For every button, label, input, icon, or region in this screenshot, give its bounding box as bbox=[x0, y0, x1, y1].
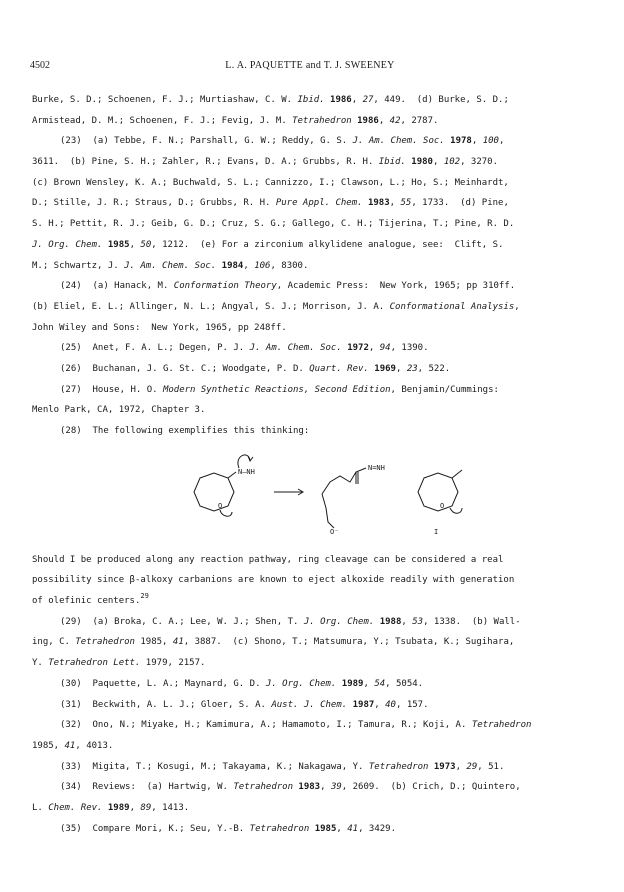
reference-line: D.; Stille, J. R.; Straus, D.; Grubbs, R. H. Pure Appl. Chem. 1983, 55, 1733. (d) Pine, bbox=[32, 198, 509, 209]
reference-line: Armistead, D. M.; Schoenen, F. J.; Fevig, J. M. Tetrahedron 1986, 42, 2787. bbox=[32, 115, 439, 126]
curved-arrow-icon bbox=[450, 508, 462, 513]
atom-label: N=NH bbox=[368, 463, 385, 472]
reference-line: J. Org. Chem. 1985, 50, 1212. (e) For a zirconium alkylidene analogue, see: Clift, S. bbox=[32, 239, 504, 250]
running-authors: L. A. PAQUETTE and T. J. SWEENEY bbox=[225, 60, 395, 71]
reference-24: (24) (a) Hanack, M. Conformation Theory, Academic Press: New York, 1965; pp 310ff. bbox=[60, 281, 516, 292]
compound-label: I bbox=[434, 527, 439, 536]
atom-label: N–NH bbox=[238, 467, 255, 476]
running-header bbox=[30, 60, 590, 74]
reference-line: Burke, S. D.; Schoenen, F. J.; Murtiashaw, C. W. Ibid. 1986, 27, 449. (d) Burke, S. D.; bbox=[32, 95, 509, 105]
reference-25: (25) Anet, F. A. L.; Degen, P. J. J. Am. Chem. Soc. 1972, 94, 1390. bbox=[60, 343, 429, 354]
reference-32: (32) Ono, N.; Miyake, H.; Kamimura, A.; Hamamoto, I.; Tamura, R.; Koji, A. Tetrahedron bbox=[60, 720, 532, 731]
reaction-scheme-drawing bbox=[162, 442, 492, 550]
atom-label: O bbox=[440, 501, 445, 510]
reference-33: (33) Migita, T.; Kosugi, M.; Takayama, K.; Nakagawa, Y. Tetrahedron 1973, 29, 51. bbox=[60, 761, 505, 772]
reference-31: (31) Beckwith, A. L. J.; Gloer, S. A. Aust. J. Chem. 1987, 40, 157. bbox=[60, 699, 429, 710]
atom-label: O⁻ bbox=[330, 527, 339, 536]
citation-superscript: 29 bbox=[140, 592, 149, 601]
reference-line: S. H.; Pettit, R. J.; Geib, G. D.; Cruz, S. G.; Gallego, C. H.; Tijerina, T.; Pine, R. D. bbox=[32, 219, 515, 230]
page-number: 4502 bbox=[30, 60, 50, 71]
reference-line: John Wiley and Sons: New York, 1965, pp 248ff. bbox=[32, 322, 287, 333]
reference-27: (27) House, H. O. Modern Synthetic Reactions, Second Edition, Benjamin/Cummings: bbox=[60, 384, 499, 395]
reference-23: (23) (a) Tebbe, F. N.; Parshall, G. W.; Reddy, G. S. J. Am. Chem. Soc. 1978, 100, bbox=[60, 136, 505, 147]
reference-line: ing, C. Tetrahedron 1985, 41, 3887. (c) Shono, T.; Matsumura, Y.; Tsubata, K.; Sugihara, bbox=[32, 637, 515, 648]
reference-line: (c) Brown Wensley, K. A.; Buchwald, S. L.; Cannizzo, I.; Clawson, L.; Ho, S.; Meinhardt, bbox=[32, 177, 509, 188]
reference-28: (28) The following exemplifies this thinking: bbox=[60, 426, 310, 436]
reference-26: (26) Buchanan, J. G. St. C.; Woodgate, P. D. Quart. Rev. 1969, 23, 522. bbox=[60, 363, 451, 374]
reference-line: M.; Schwartz, J. J. Am. Chem. Soc. 1984, 106, 8300. bbox=[32, 260, 309, 271]
reference-29: (29) (a) Broka, C. A.; Lee, W. J.; Shen, T. J. Org. Chem. 1988, 53, 1338. (b) Wall- bbox=[60, 616, 521, 627]
reference-line: 1985, 41, 4013. bbox=[32, 740, 114, 751]
reference-line: Menlo Park, CA, 1972, Chapter 3. bbox=[32, 405, 206, 416]
reference-line: Y. Tetrahedron Lett. 1979, 2157. bbox=[32, 658, 206, 669]
cyclooctane-ring-right bbox=[418, 473, 458, 511]
reference-line: 3611. (b) Pine, S. H.; Zahler, R.; Evans, D. A.; Grubbs, R. H. Ibid. 1980, 102, 3270. bbox=[32, 157, 499, 168]
body-text-line: possibility since β-alkoxy carbanions are known to eject alkoxide readily with generation bbox=[32, 575, 515, 586]
reference-34: (34) Reviews: (a) Hartwig, W. Tetrahedron 1983, 39, 2609. (b) Crich, D.; Quintero, bbox=[60, 782, 521, 793]
reaction-scheme bbox=[32, 442, 590, 550]
cyclooctane-ring-left bbox=[194, 473, 234, 511]
atom-label: O bbox=[218, 501, 223, 510]
reference-line: L. Chem. Rev. 1989, 89, 1413. bbox=[32, 802, 190, 813]
body-text-line: of olefinic centers.$^{29}$ bbox=[32, 592, 149, 607]
curved-arrow-icon bbox=[220, 510, 232, 516]
reference-35: (35) Compare Mori, K.; Seu, Y.-B. Tetrahedron 1985, 41, 3429. bbox=[60, 823, 396, 834]
reference-line: (b) Eliel, E. L.; Allinger, N. L.; Angyal, S. J.; Morrison, J. A. Conformational Analysis, bbox=[32, 301, 520, 312]
reference-30: (30) Paquette, L. A.; Maynard, G. D. J. Org. Chem. 1989, 54, 5054. bbox=[60, 678, 424, 689]
open-chain-structure bbox=[322, 468, 366, 494]
body-text-line: Should I be produced along any reaction pathway, ring cleavage can be considered a real bbox=[32, 554, 504, 565]
reference-list bbox=[32, 90, 590, 839]
